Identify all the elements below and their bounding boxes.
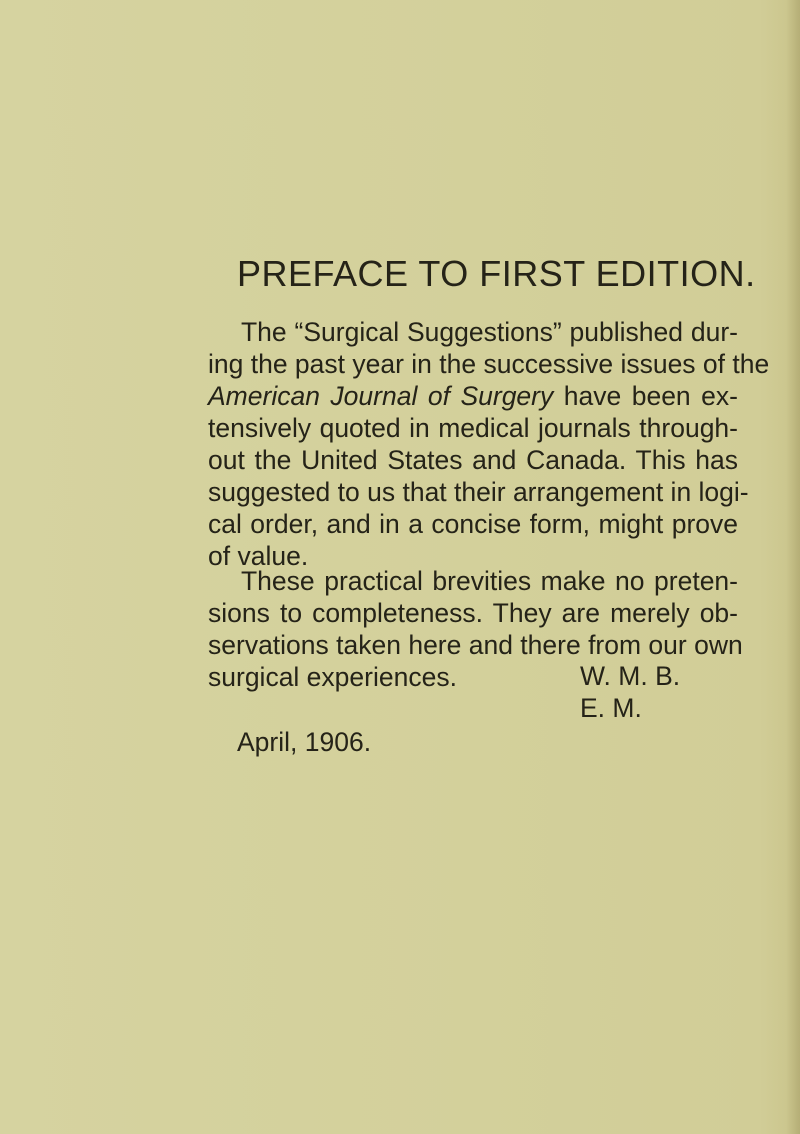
paragraph-line [208,380,738,412]
paragraph-line: of value. [208,541,309,571]
signature-initials-2: E. M. [580,693,642,723]
journal-title: American Journal of Surgery [208,381,554,411]
page-edge-shadow [786,0,800,1134]
preface-date: April, 1906. [237,727,372,757]
paragraph-line: ing the past year in the successive issues of the [208,349,770,379]
paragraph-line: suggested to us that their arrangement in logi- [208,477,749,507]
paragraph-line: servations taken here and there from our own [208,630,743,660]
paragraph-line: These practical brevities make no preten- [241,566,738,596]
paragraph-line: cal order, and in a concise form, might prove [208,509,738,539]
paragraph-line: out the United States and Canada. This has [208,445,738,475]
preface-paragraph-1 [208,316,770,572]
signature-initials-1: W. M. B. [580,661,681,691]
paragraph-line: sions to completeness. They are merely ob- [208,598,738,628]
preface-heading: PREFACE TO FIRST EDITION. [237,253,756,294]
paragraph-line: The “Surgical Suggestions” published dur- [241,317,738,347]
paragraph-line: surgical experiences. [208,662,457,692]
paragraph-line: tensively quoted in medical journals through- [208,413,738,443]
paragraph-line-rest: have been ex- [553,381,738,411]
